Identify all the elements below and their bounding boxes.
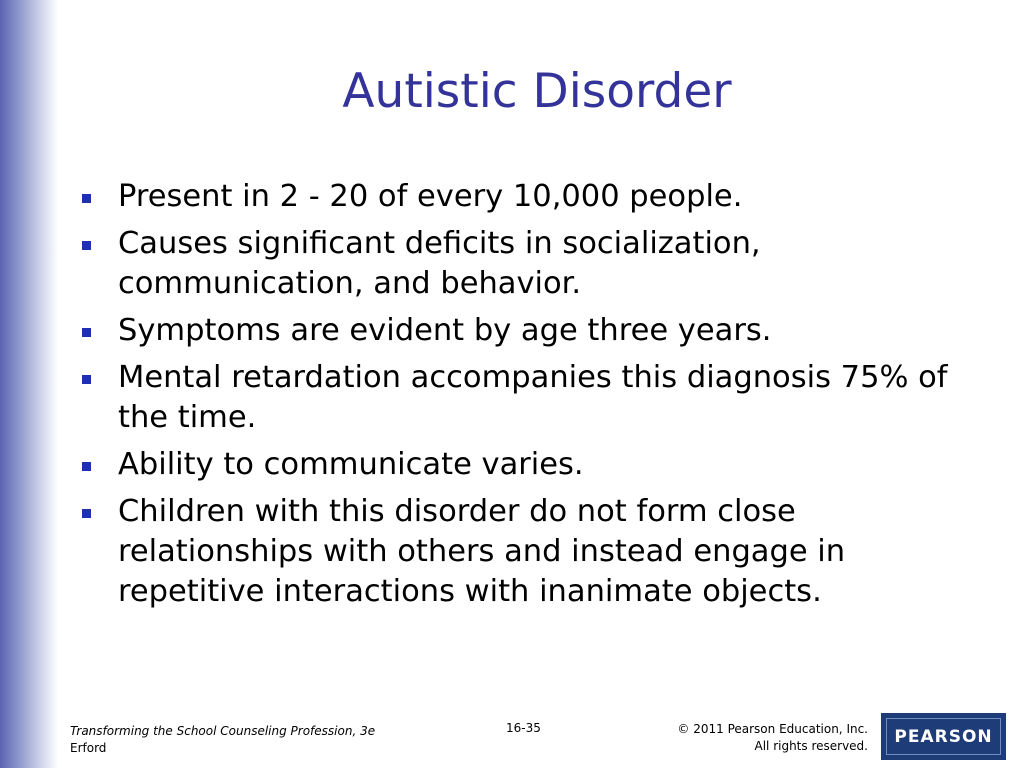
- bullet-item: [80, 492, 980, 612]
- bullet-item: [80, 445, 980, 485]
- bullet-item: [80, 177, 980, 217]
- slide-title: [70, 62, 1004, 122]
- bullet-text: Symptoms are evident by age three years.: [118, 313, 772, 348]
- copyright-line: © 2011 Pearson Education, Inc.: [677, 722, 868, 736]
- footer-book-title: Transforming the School Counseling Profession, 3e: [70, 724, 376, 738]
- square-bullet-icon: [82, 241, 91, 250]
- page-number: 16-35: [506, 721, 541, 735]
- bullet-text: Present in 2 - 20 of every 10,000 people.: [118, 179, 743, 214]
- pearson-logo-text: PEARSON: [894, 726, 993, 747]
- bullet-item: [80, 224, 980, 304]
- bullet-text: Mental retardation accompanies this diagnosis 75% of the time.: [118, 360, 948, 435]
- bullet-text: Causes significant deficits in socialization, communication, and behavior.: [118, 226, 761, 301]
- square-bullet-icon: [82, 509, 91, 518]
- bullet-item: [80, 311, 980, 351]
- pearson-logo-frame: [886, 718, 1001, 755]
- square-bullet-icon: [82, 375, 91, 384]
- pearson-logo: [881, 713, 1006, 760]
- bullet-text: Ability to communicate varies.: [118, 447, 584, 482]
- copyright-notice: [677, 721, 868, 755]
- bullet-text: Children with this disorder do not form close relationships with others and instead engage in repetitive interactions with inanimate objects.: [118, 494, 846, 609]
- square-bullet-icon: [82, 462, 91, 471]
- rights-line: All rights reserved.: [754, 739, 868, 753]
- side-gradient-bar: [0, 0, 58, 768]
- slide-title-text: Autistic Disorder: [342, 64, 732, 119]
- footer-book-info: [70, 723, 375, 757]
- square-bullet-icon: [82, 328, 91, 337]
- bullet-item: [80, 358, 980, 438]
- square-bullet-icon: [82, 194, 91, 203]
- footer-author: Erford: [70, 741, 107, 755]
- bullet-list: [80, 177, 980, 619]
